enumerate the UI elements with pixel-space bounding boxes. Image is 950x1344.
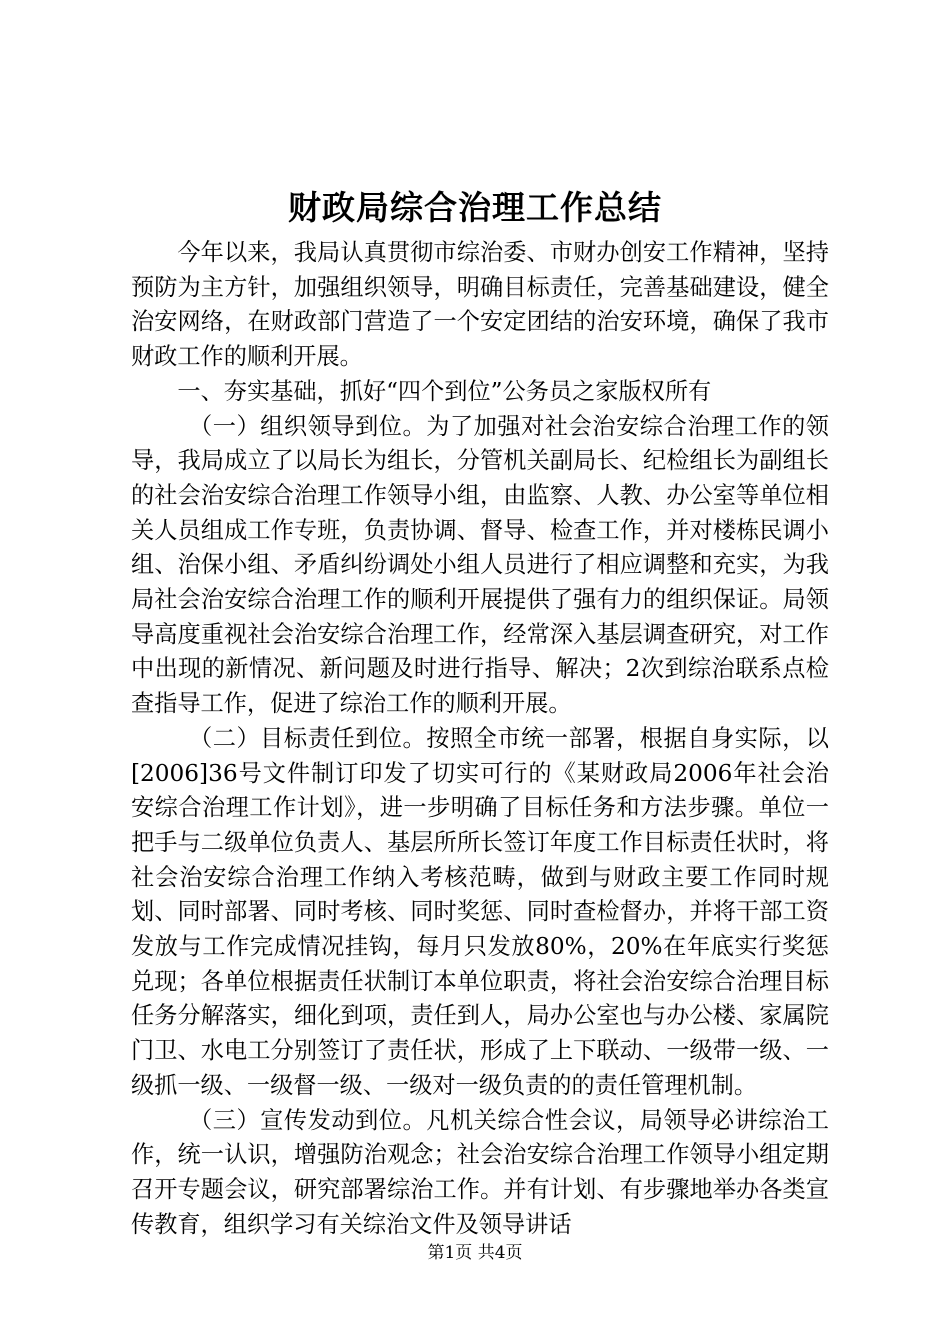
paragraph-intro: 今年以来，我局认真贯彻市综治委、市财办创安工作精神，坚持预防为主方针，加强组织领导，明确目标责任，完善基础建设，健全治安网络，在财政部门营造了一个安定团结的治安环境，确保了我市财政工作的顺利开展。: [131, 239, 829, 371]
paragraph-publicity: （三）宣传发动到位。凡机关综合性会议，局领导必讲综治工作，统一认识，增强防治观念；社会治安综合治理工作领导小组定期召开专题会议，研究部署综治工作。并有计划、有步骤地举办各类宣传教育，组织学习有关综治文件及领导讲话: [131, 1106, 829, 1238]
document-title: 财政局综合治理工作总结: [288, 188, 662, 227]
document-body: [131, 236, 829, 1242]
paragraph-responsibility: （二）目标责任到位。按照全市统一部署，根据自身实际，以[2006]36号文件制订印发了切实可行的《某财政局2006年社会治安综合治理工作计划》，进一步明确了目标任务和方法步骤。单位一把手与二级单位负责人、基层所所长签订年度工作目标责任状时，将社会治安综合治理工作纳入考核范畴，做到与财政主要工作同时规划、同时部署、同时考核、同时奖惩、同时查检督办，并将干部工资发放与工作完成情况挂钩，每月只发放80%，20%在年底实行奖惩兑现；各单位根据责任状制订本单位职责，将社会治安综合治理目标任务分解落实，细化到项，责任到人，局办公室也与办公楼、家属院门卫、水电工分别签订了责任状，形成了上下联动、一级带一级、一级抓一级、一级督一级、一级对一级负责的的责任管理机制。: [131, 724, 829, 1099]
page-number: 第1页 共4页: [427, 1243, 523, 1263]
section-heading-1: 一、夯实基础，抓好“四个到位”公务员之家版权所有: [177, 377, 712, 405]
paragraph-organization: （一）组织领导到位。为了加强对社会治安综合治理工作的领导，我局成立了以局长为组长，分管机关副局长、纪检组长为副组长的社会治安综合治理工作领导小组，由监察、人教、办公室等单位相关人员组成工作专班，负责协调、督导、检查工作，并对楼栋民调小组、治保小组、矛盾纠纷调处小组人员进行了相应调整和充实，为我局社会治安综合治理工作的顺利开展提供了强有力的组织保证。局领导高度重视社会治安综合治理工作，经常深入基层调查研究，对工作中出现的新情况、新问题及时进行指导、解决；2次到综治联系点检查指导工作，促进了综治工作的顺利开展。: [131, 412, 829, 718]
